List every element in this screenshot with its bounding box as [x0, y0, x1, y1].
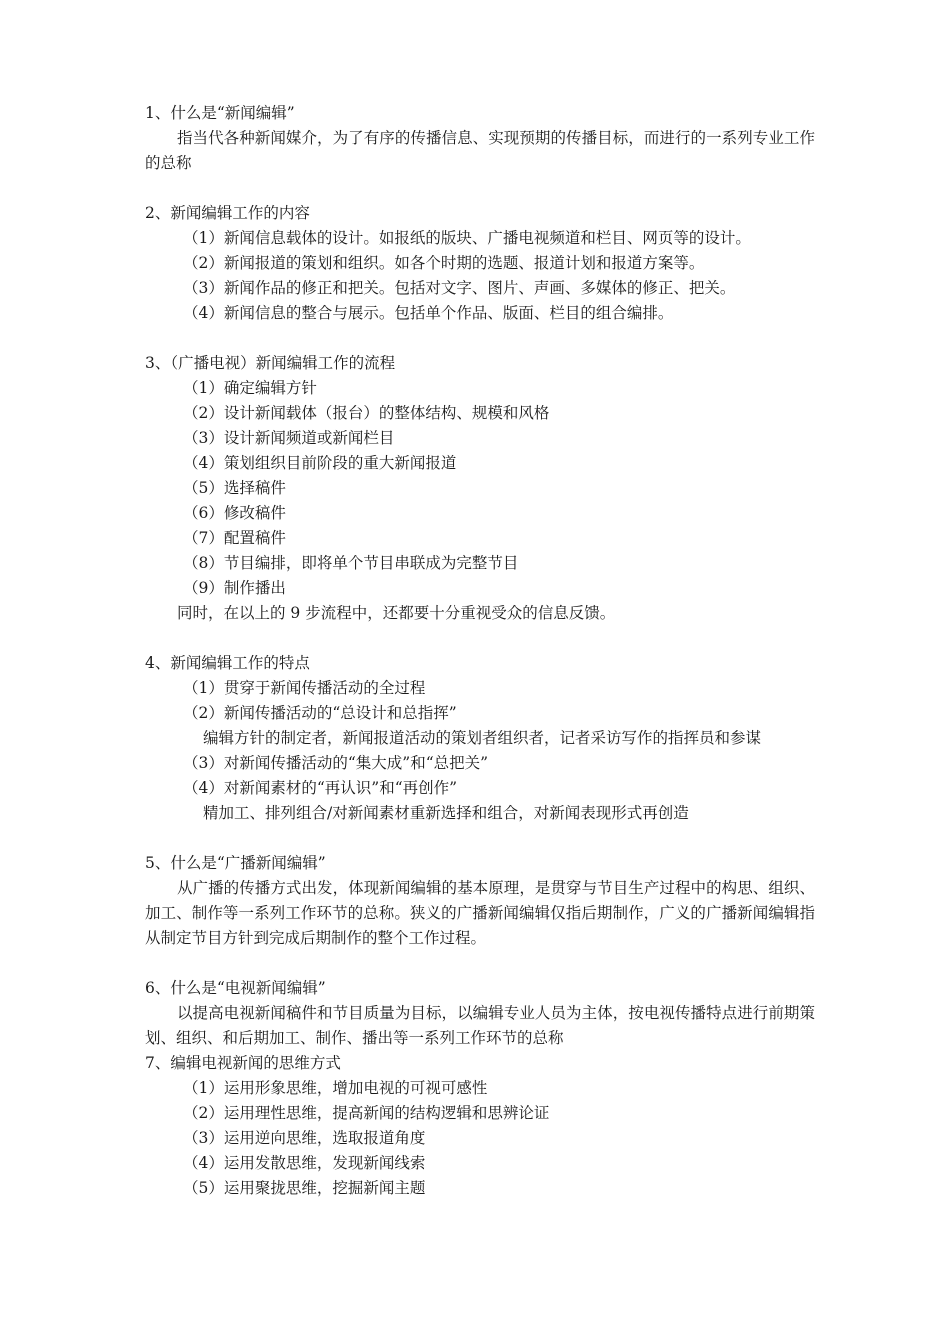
list-item-detail: 精加工、排列组合/对新闻素材重新选择和组合，对新闻表现形式再创造: [203, 804, 689, 822]
list-item: （5）选择稿件: [183, 479, 286, 497]
section-paragraph: 以提高电视新闻稿件和节目质量为目标，以编辑专业人员为主体，按电视传播特点进行前期策划、组织、和后期加工、制作、播出等一系列工作环节的总称: [145, 1004, 815, 1047]
list-item: （7）配置稿件: [183, 529, 286, 547]
document-body: [145, 101, 815, 1201]
section-2: [145, 201, 815, 326]
section-heading: 5、什么是“广播新闻编辑”: [145, 854, 326, 872]
section-paragraph: 从广播的传播方式出发，体现新闻编辑的基本原理，是贯穿与节目生产过程中的构思、组织、加工、制作等一系列工作环节的总称。狭义的广播新闻编辑仅指后期制作，广义的广播新闻编辑指从制定节目方针到完成后期制作的整个工作过程。: [145, 879, 815, 947]
list-item: （3）对新闻传播活动的“集大成”和“总把关”: [183, 754, 489, 772]
list-item: （2）运用理性思维，提高新闻的结构逻辑和思辨论证: [183, 1104, 550, 1122]
section-paragraph: 指当代各种新闻媒介，为了有序的传播信息、实现预期的传播目标，而进行的一系列专业工作的总称: [145, 129, 815, 172]
list-item: （2）新闻报道的策划和组织。如各个时期的选题、报道计划和报道方案等。: [183, 254, 705, 272]
section-note: 同时，在以上的 9 步流程中，还都要十分重视受众的信息反馈。: [177, 604, 616, 622]
list-item: （4）新闻信息的整合与展示。包括单个作品、版面、栏目的组合编排。: [183, 304, 674, 322]
section-4: [145, 651, 815, 826]
list-item: （8）节目编排，即将单个节目串联成为完整节目: [183, 554, 519, 572]
list-item: （2）设计新闻载体（报台）的整体结构、规模和风格: [183, 404, 550, 422]
section-heading: 2、新闻编辑工作的内容: [145, 204, 310, 222]
list-item: （3）新闻作品的修正和把关。包括对文字、图片、声画、多媒体的修正、把关。: [183, 279, 736, 297]
section-heading: 3、（广播电视）新闻编辑工作的流程: [145, 354, 396, 372]
list-item: （4）策划组织目前阶段的重大新闻报道: [183, 454, 457, 472]
list-item: （2）新闻传播活动的“总设计和总指挥”: [183, 704, 457, 722]
list-item-detail: 编辑方针的制定者，新闻报道活动的策划者组织者，记者采访写作的指挥员和参谋: [203, 729, 762, 747]
section-1: [145, 101, 815, 176]
list-item: （9）制作播出: [183, 579, 286, 597]
list-item: （5）运用聚拢思维，挖掘新闻主题: [183, 1179, 426, 1197]
list-item: （3）设计新闻频道或新闻栏目: [183, 429, 395, 447]
section-heading: 7、编辑电视新闻的思维方式: [145, 1054, 341, 1072]
section-heading: 4、新闻编辑工作的特点: [145, 654, 310, 672]
list-item: （4）运用发散思维，发现新闻线索: [183, 1154, 426, 1172]
list-item: （6）修改稿件: [183, 504, 286, 522]
list-item: （3）运用逆向思维，选取报道角度: [183, 1129, 426, 1147]
section-7: [145, 1051, 815, 1201]
list-item: （4）对新闻素材的“再认识”和“再创作”: [183, 779, 458, 797]
section-heading: 6、什么是“电视新闻编辑”: [145, 979, 326, 997]
list-item: （1）确定编辑方针: [183, 379, 317, 397]
section-6: [145, 976, 815, 1051]
section-5: [145, 851, 815, 951]
section-heading: 1、什么是“新闻编辑”: [145, 104, 295, 122]
list-item: （1）新闻信息载体的设计。如报纸的版块、广播电视频道和栏目、网页等的设计。: [183, 229, 751, 247]
list-item: （1）运用形象思维，增加电视的可视可感性: [183, 1079, 488, 1097]
section-3: [145, 351, 815, 626]
list-item: （1）贯穿于新闻传播活动的全过程: [183, 679, 426, 697]
